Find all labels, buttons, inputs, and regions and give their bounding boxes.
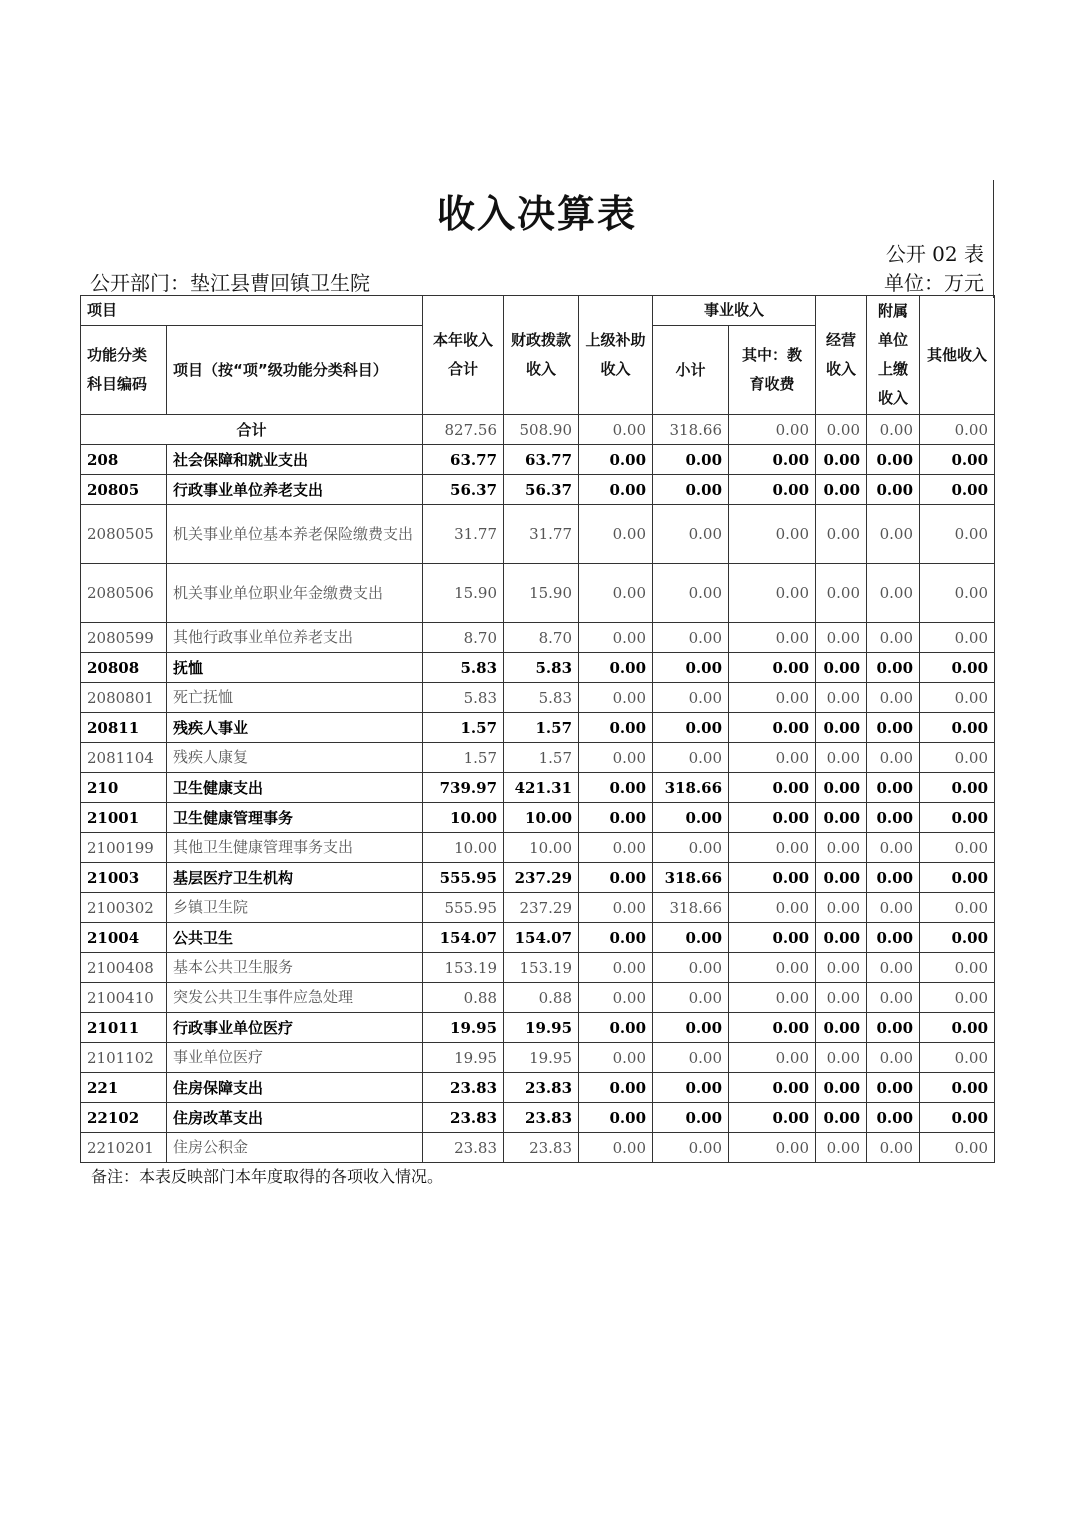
row-name: 机关事业单位基本养老保险缴费支出	[167, 505, 423, 564]
row-value-cell: 0.00	[729, 773, 816, 803]
row-value-cell: 0.00	[579, 445, 653, 475]
table-row	[81, 713, 995, 743]
row-value-cell: 0.00	[920, 1103, 995, 1133]
row-code: 2100199	[81, 833, 167, 863]
row-value-cell: 0.00	[579, 1133, 653, 1163]
row-code: 21011	[81, 1013, 167, 1043]
row-value-cell: 0.00	[579, 713, 653, 743]
row-value-cell: 0.00	[729, 833, 816, 863]
row-name: 行政事业单位医疗	[167, 1013, 423, 1043]
row-name: 住房改革支出	[167, 1103, 423, 1133]
row-value-cell: 0.00	[920, 653, 995, 683]
row-value-cell: 0.00	[729, 623, 816, 653]
row-code: 20805	[81, 475, 167, 505]
row-value-cell: 0.00	[816, 803, 867, 833]
row-name: 残疾人康复	[167, 743, 423, 773]
row-value-cell: 63.77	[423, 445, 504, 475]
row-value-cell: 23.83	[423, 1103, 504, 1133]
row-value-cell: 23.83	[504, 1133, 579, 1163]
row-value-cell: 0.00	[867, 1133, 920, 1163]
row-value-cell: 0.00	[579, 683, 653, 713]
row-value-cell: 0.00	[653, 833, 729, 863]
row-value-cell: 0.00	[920, 713, 995, 743]
row-value-cell: 318.66	[653, 863, 729, 893]
row-value-cell: 0.00	[579, 983, 653, 1013]
table-row	[81, 445, 995, 475]
row-value-cell: 0.00	[653, 1103, 729, 1133]
row-value-cell: 0.88	[504, 983, 579, 1013]
row-value-cell: 0.00	[729, 445, 816, 475]
row-value-cell: 0.00	[920, 1073, 995, 1103]
header-item-name: 项目（按“项”级功能分类科目）	[167, 326, 423, 415]
row-value-cell: 0.00	[579, 623, 653, 653]
row-value-cell: 0.00	[729, 863, 816, 893]
row-value-cell: 0.00	[653, 623, 729, 653]
row-value-cell: 31.77	[504, 505, 579, 564]
row-value-cell: 0.00	[920, 564, 995, 623]
row-value-cell: 0.00	[653, 1133, 729, 1163]
row-value-cell: 0.00	[816, 713, 867, 743]
row-code: 210	[81, 773, 167, 803]
row-value-cell: 421.31	[504, 773, 579, 803]
row-value-cell: 23.83	[504, 1103, 579, 1133]
row-value-cell: 0.00	[653, 953, 729, 983]
row-value-cell: 0.00	[920, 475, 995, 505]
row-value-cell: 0.00	[867, 1103, 920, 1133]
row-value-cell: 0.00	[579, 773, 653, 803]
table-row	[81, 683, 995, 713]
row-value-cell: 0.00	[920, 983, 995, 1013]
row-name: 基本公共卫生服务	[167, 953, 423, 983]
row-value-cell: 0.00	[920, 623, 995, 653]
row-value-cell: 0.00	[867, 1043, 920, 1073]
row-value-cell: 0.00	[729, 923, 816, 953]
row-name: 死亡抚恤	[167, 683, 423, 713]
row-code: 221	[81, 1073, 167, 1103]
table-row	[81, 505, 995, 564]
row-value-cell: 0.00	[579, 743, 653, 773]
row-value-cell: 0.00	[920, 683, 995, 713]
row-value-cell: 555.95	[423, 893, 504, 923]
row-value-cell: 19.95	[504, 1043, 579, 1073]
row-value-cell: 19.95	[423, 1013, 504, 1043]
row-value-cell: 8.70	[504, 623, 579, 653]
row-value-cell: 0.00	[653, 983, 729, 1013]
table-row	[81, 833, 995, 863]
total-value-cell: 0.00	[579, 415, 653, 445]
row-value-cell: 10.00	[423, 833, 504, 863]
row-value-cell: 0.00	[579, 505, 653, 564]
row-value-cell: 318.66	[653, 893, 729, 923]
row-value-cell: 0.00	[729, 564, 816, 623]
row-value-cell: 19.95	[423, 1043, 504, 1073]
header-total-income: 本年收入合计	[423, 296, 504, 415]
row-value-cell: 0.00	[579, 1043, 653, 1073]
row-value-cell: 15.90	[423, 564, 504, 623]
total-value-cell: 0.00	[729, 415, 816, 445]
row-value-cell: 0.00	[816, 1073, 867, 1103]
row-value-cell: 63.77	[504, 445, 579, 475]
total-row	[81, 415, 995, 445]
row-value-cell: 0.00	[653, 1043, 729, 1073]
row-value-cell: 0.00	[729, 475, 816, 505]
row-value-cell: 0.00	[816, 1133, 867, 1163]
row-value-cell: 0.00	[653, 713, 729, 743]
table-row	[81, 923, 995, 953]
row-code: 2081104	[81, 743, 167, 773]
row-value-cell: 0.00	[816, 564, 867, 623]
row-value-cell: 0.00	[579, 475, 653, 505]
row-value-cell: 56.37	[423, 475, 504, 505]
row-code: 22102	[81, 1103, 167, 1133]
row-value-cell: 0.00	[867, 713, 920, 743]
row-value-cell: 0.00	[867, 1073, 920, 1103]
row-value-cell: 1.57	[504, 743, 579, 773]
row-name: 其他行政事业单位养老支出	[167, 623, 423, 653]
row-value-cell: 0.00	[653, 1073, 729, 1103]
row-value-cell: 0.00	[729, 1133, 816, 1163]
row-value-cell: 23.83	[423, 1133, 504, 1163]
row-name: 卫生健康支出	[167, 773, 423, 803]
row-value-cell: 0.00	[920, 863, 995, 893]
row-value-cell: 0.00	[729, 713, 816, 743]
row-value-cell: 0.00	[920, 773, 995, 803]
row-value-cell: 5.83	[423, 683, 504, 713]
row-value-cell: 23.83	[423, 1073, 504, 1103]
row-value-cell: 0.00	[816, 1043, 867, 1073]
row-value-cell: 0.00	[816, 743, 867, 773]
row-value-cell: 0.00	[920, 923, 995, 953]
row-code: 2101102	[81, 1043, 167, 1073]
row-value-cell: 0.00	[653, 743, 729, 773]
row-name: 机关事业单位职业年金缴费支出	[167, 564, 423, 623]
table-row	[81, 475, 995, 505]
row-value-cell: 0.00	[653, 653, 729, 683]
row-value-cell: 0.00	[653, 923, 729, 953]
row-value-cell: 0.00	[867, 445, 920, 475]
table-body	[81, 415, 995, 1163]
row-value-cell: 0.00	[816, 505, 867, 564]
row-value-cell: 5.83	[504, 653, 579, 683]
table-row	[81, 623, 995, 653]
row-value-cell: 0.00	[579, 863, 653, 893]
row-value-cell: 0.00	[729, 505, 816, 564]
row-value-cell: 1.57	[504, 713, 579, 743]
total-value-cell: 827.56	[423, 415, 504, 445]
row-name: 卫生健康管理事务	[167, 803, 423, 833]
row-value-cell: 10.00	[423, 803, 504, 833]
row-value-cell: 0.00	[579, 803, 653, 833]
row-value-cell: 0.00	[729, 1103, 816, 1133]
row-value-cell: 0.00	[920, 893, 995, 923]
row-value-cell: 0.00	[653, 445, 729, 475]
table-row	[81, 1133, 995, 1163]
row-name: 社会保障和就业支出	[167, 445, 423, 475]
row-name: 抚恤	[167, 653, 423, 683]
row-value-cell: 0.00	[867, 923, 920, 953]
header-fiscal: 财政拨款收入	[504, 296, 579, 415]
row-value-cell: 0.00	[816, 683, 867, 713]
row-value-cell: 0.00	[816, 833, 867, 863]
row-name: 突发公共卫生事件应急处理	[167, 983, 423, 1013]
total-value-cell: 0.00	[816, 415, 867, 445]
row-value-cell: 318.66	[653, 773, 729, 803]
row-value-cell: 0.00	[579, 653, 653, 683]
row-value-cell: 0.00	[920, 953, 995, 983]
row-code: 2100410	[81, 983, 167, 1013]
row-value-cell: 0.00	[867, 773, 920, 803]
header-education: 其中：教育收费	[729, 326, 816, 415]
row-value-cell: 0.00	[867, 833, 920, 863]
row-value-cell: 0.00	[920, 803, 995, 833]
row-value-cell: 154.07	[423, 923, 504, 953]
row-code: 2210201	[81, 1133, 167, 1163]
row-value-cell: 0.00	[920, 833, 995, 863]
table-row	[81, 743, 995, 773]
header-affiliated: 附属单位上缴收入	[867, 296, 920, 415]
row-value-cell: 0.00	[920, 1043, 995, 1073]
table-row	[81, 1043, 995, 1073]
header-func-code: 功能分类科目编码	[81, 326, 167, 415]
row-name: 住房保障支出	[167, 1073, 423, 1103]
header-business: 事业收入	[653, 296, 816, 326]
row-code: 21004	[81, 923, 167, 953]
row-value-cell: 0.00	[729, 1073, 816, 1103]
total-value-cell: 0.00	[867, 415, 920, 445]
department-label: 公开部门：垫江县曹回镇卫生院	[90, 271, 370, 295]
row-value-cell: 0.00	[729, 953, 816, 983]
row-value-cell: 1.57	[423, 713, 504, 743]
row-name: 住房公积金	[167, 1133, 423, 1163]
row-value-cell: 0.00	[816, 773, 867, 803]
row-value-cell: 0.00	[579, 953, 653, 983]
row-value-cell: 0.00	[653, 505, 729, 564]
footnote: 备注：本表反映部门本年度取得的各项收入情况。	[91, 1167, 444, 1186]
row-value-cell: 0.00	[729, 1013, 816, 1043]
row-name: 残疾人事业	[167, 713, 423, 743]
table-row	[81, 773, 995, 803]
total-value-cell: 318.66	[653, 415, 729, 445]
row-value-cell: 0.00	[816, 983, 867, 1013]
row-value-cell: 153.19	[504, 953, 579, 983]
form-number: 公开 02 表	[885, 242, 984, 266]
row-value-cell: 0.00	[816, 475, 867, 505]
row-value-cell: 0.00	[653, 564, 729, 623]
row-value-cell: 0.00	[920, 445, 995, 475]
row-name: 事业单位医疗	[167, 1043, 423, 1073]
table-row	[81, 1073, 995, 1103]
row-value-cell: 0.00	[816, 923, 867, 953]
row-value-cell: 0.00	[816, 1013, 867, 1043]
row-value-cell: 237.29	[504, 863, 579, 893]
row-value-cell: 0.00	[867, 803, 920, 833]
row-value-cell: 0.00	[920, 1133, 995, 1163]
income-table	[80, 295, 995, 1163]
row-code: 2080505	[81, 505, 167, 564]
row-code: 2080506	[81, 564, 167, 623]
row-value-cell: 0.00	[579, 893, 653, 923]
row-value-cell: 237.29	[504, 893, 579, 923]
row-value-cell: 8.70	[423, 623, 504, 653]
row-value-cell: 0.00	[867, 653, 920, 683]
row-value-cell: 0.00	[920, 743, 995, 773]
row-value-cell: 0.00	[653, 683, 729, 713]
row-code: 2100302	[81, 893, 167, 923]
row-value-cell: 0.00	[653, 1013, 729, 1043]
header-superior: 上级补助收入	[579, 296, 653, 415]
total-value-cell: 508.90	[504, 415, 579, 445]
row-value-cell: 0.00	[729, 803, 816, 833]
table-row	[81, 953, 995, 983]
header-subtotal: 小计	[653, 326, 729, 415]
row-value-cell: 0.00	[867, 683, 920, 713]
row-value-cell: 0.00	[653, 803, 729, 833]
table-row	[81, 983, 995, 1013]
row-value-cell: 0.00	[867, 505, 920, 564]
row-value-cell: 15.90	[504, 564, 579, 623]
row-value-cell: 0.00	[816, 863, 867, 893]
row-name: 行政事业单位养老支出	[167, 475, 423, 505]
row-value-cell: 0.00	[579, 833, 653, 863]
row-value-cell: 0.00	[729, 893, 816, 923]
row-value-cell: 19.95	[504, 1013, 579, 1043]
table-row	[81, 653, 995, 683]
row-value-cell: 555.95	[423, 863, 504, 893]
row-value-cell: 0.00	[729, 983, 816, 1013]
header-operating: 经营收入	[816, 296, 867, 415]
row-value-cell: 0.00	[867, 1013, 920, 1043]
header-project: 项目	[81, 296, 423, 326]
row-value-cell: 31.77	[423, 505, 504, 564]
row-value-cell: 0.00	[867, 893, 920, 923]
row-code: 20808	[81, 653, 167, 683]
row-value-cell: 56.37	[504, 475, 579, 505]
total-value-cell: 0.00	[920, 415, 995, 445]
row-value-cell: 0.00	[729, 743, 816, 773]
row-value-cell: 0.00	[816, 445, 867, 475]
table-row	[81, 863, 995, 893]
row-value-cell: 0.00	[867, 743, 920, 773]
row-code: 208	[81, 445, 167, 475]
row-value-cell: 0.00	[867, 953, 920, 983]
row-value-cell: 23.83	[504, 1073, 579, 1103]
row-value-cell: 0.00	[729, 683, 816, 713]
row-code: 20811	[81, 713, 167, 743]
row-value-cell: 739.97	[423, 773, 504, 803]
row-value-cell: 0.00	[920, 1013, 995, 1043]
table-row	[81, 1013, 995, 1043]
row-value-cell: 0.00	[816, 1103, 867, 1133]
row-value-cell: 0.00	[867, 623, 920, 653]
row-value-cell: 0.00	[579, 1103, 653, 1133]
row-code: 2080599	[81, 623, 167, 653]
row-code: 21003	[81, 863, 167, 893]
table-row	[81, 893, 995, 923]
row-value-cell: 0.00	[579, 564, 653, 623]
total-label: 合计	[81, 415, 423, 445]
table-row	[81, 1103, 995, 1133]
row-value-cell: 0.00	[867, 564, 920, 623]
row-value-cell: 0.00	[867, 863, 920, 893]
page-title: 收入决算表	[436, 192, 637, 236]
row-value-cell: 1.57	[423, 743, 504, 773]
row-value-cell: 0.00	[729, 653, 816, 683]
row-value-cell: 0.88	[423, 983, 504, 1013]
row-name: 其他卫生健康管理事务支出	[167, 833, 423, 863]
row-value-cell: 10.00	[504, 833, 579, 863]
row-value-cell: 5.83	[423, 653, 504, 683]
row-code: 2080801	[81, 683, 167, 713]
row-value-cell: 0.00	[579, 1013, 653, 1043]
row-value-cell: 0.00	[816, 653, 867, 683]
row-name: 乡镇卫生院	[167, 893, 423, 923]
row-code: 21001	[81, 803, 167, 833]
row-value-cell: 10.00	[504, 803, 579, 833]
table-row	[81, 564, 995, 623]
row-value-cell: 0.00	[867, 475, 920, 505]
row-value-cell: 0.00	[816, 953, 867, 983]
row-value-cell: 0.00	[816, 893, 867, 923]
table-row	[81, 803, 995, 833]
row-value-cell: 0.00	[579, 923, 653, 953]
row-value-cell: 5.83	[504, 683, 579, 713]
row-value-cell: 0.00	[920, 505, 995, 564]
row-value-cell: 0.00	[867, 983, 920, 1013]
row-value-cell: 0.00	[729, 1043, 816, 1073]
row-code: 2100408	[81, 953, 167, 983]
row-value-cell: 0.00	[579, 1073, 653, 1103]
row-value-cell: 0.00	[653, 475, 729, 505]
unit-label: 单位：万元	[884, 271, 984, 295]
row-value-cell: 153.19	[423, 953, 504, 983]
header-other: 其他收入	[920, 296, 995, 415]
row-name: 基层医疗卫生机构	[167, 863, 423, 893]
row-value-cell: 154.07	[504, 923, 579, 953]
row-value-cell: 0.00	[816, 623, 867, 653]
row-name: 公共卫生	[167, 923, 423, 953]
